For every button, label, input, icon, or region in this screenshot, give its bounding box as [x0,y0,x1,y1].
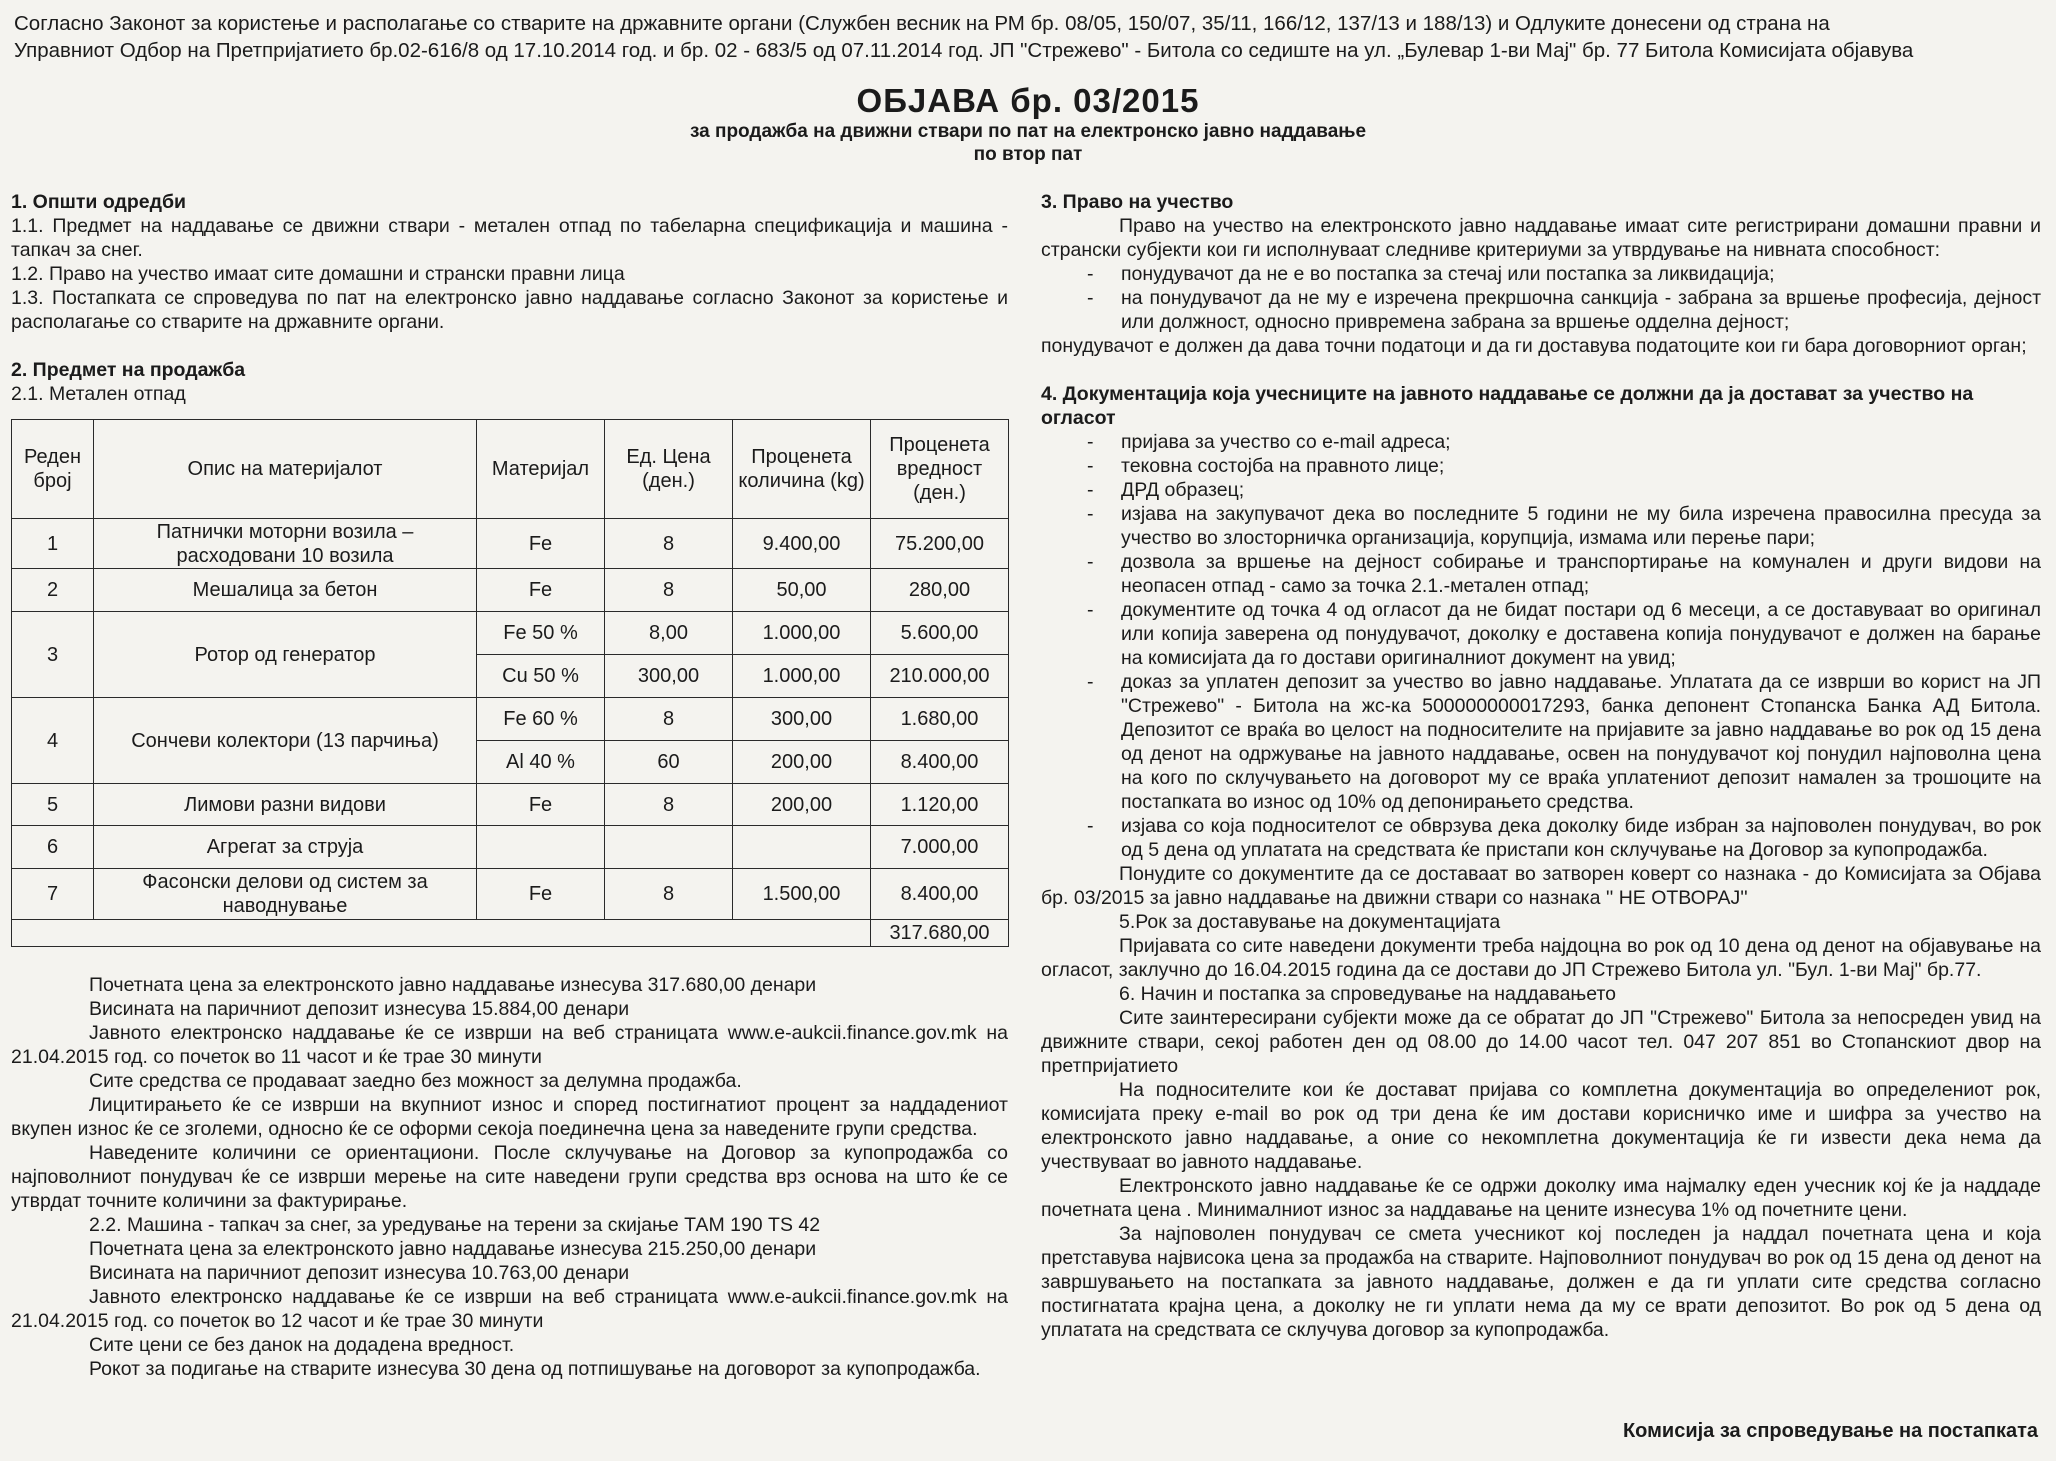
cell-value: 8.400,00 [871,741,1009,784]
cell-material [477,826,605,869]
cell-material: Fe [477,569,605,612]
cell-quantity: 200,00 [733,741,871,784]
left-column [11,190,1008,1381]
list-item: - изјава на закупувачот дека во последните 5 години не му била изречена правосилна пресуда за учество во злосторничка организација, корупција, измама или перење пари; [1041,502,2041,550]
section-3-heading: 3. Право на учество [1041,191,1234,213]
section-4-heading: 4. Документација која учесниците на јавното наддавање се должни да ја достават за учество на огласот [1041,383,1974,429]
section-2-1: 2.1. Метален отпад [11,383,186,405]
cell-value: 210.000,00 [871,655,1009,698]
page-title: ОБЈАВА бр. 03/2015 [856,82,1200,119]
cell-quantity: 1.000,00 [733,612,871,655]
list-item: - изјава со која подносителот се обврзува дека доколку биде избран за најповолен понудувач, во рок од 5 дена од уплатата на средствата ќе пристапи кон склучување на Договор за купопродажба. [1041,814,2041,862]
after-p11: Сите цени се без данок на додадена вредност. [89,1334,515,1356]
after-p6: Наведените количини се ориентациони. После склучување на Договор за купопродажба со најповолниот понудувач ќе се изврши мерење на сите наведени групи средства врз основа на што ќе се утврдат точните количини за фактурирање. [11,1142,1008,1212]
section-6-p3: Електронското јавно наддавање ќе се одржи доколку има најмалку еден учесник кој ќе ја наддаде почетната цена . Минималниот износ за наддавање на цените изнесува 1% од почетните цени. [1041,1175,2041,1221]
table-row [12,784,1009,826]
cell-price: 8,00 [605,612,733,655]
cell-value: 1.120,00 [871,784,1009,826]
cell-number: 1 [12,519,94,569]
after-p9: Висината на паричниот депозит изнесува 10.763,00 денари [89,1262,630,1284]
section-4-list [1041,430,2041,862]
cell-value: 5.600,00 [871,612,1009,655]
cell-number: 4 [12,698,94,784]
commission-signature: Комисија за спроведување на постапката [1622,1420,2038,1442]
after-p2: Висината на паричниот депозит изнесува 15.884,00 денари [89,998,630,1020]
after-p4: Сите средства се продаваат заедно без можност за делумна продажба. [89,1070,742,1092]
list-item: - ДРД образец; [1041,478,2041,502]
table-total-row [12,920,1009,947]
cell-material: Fe 50 % [477,612,605,655]
cell-description: Лимови разни видови [94,784,477,826]
subtitle-second: по втор пат [973,144,1083,165]
after-p10: Јавното електронско наддавање ќе се изврши на веб страницата www.e-aukcii.finance.gov.mk на 21.04.2015 год. со почеток во 12 часот и ќе трае 30 минути [11,1286,1008,1332]
cell-description: Патнички моторни возила – расходовани 10 возила [94,519,477,569]
cell-material: Fe 60 % [477,698,605,741]
after-p3: Јавното електронско наддавање ќе се изврши на веб страницата www.e-aukcii.finance.gov.mk на 21.04.2015 год. со почеток во 11 часот и ќе трае 30 минути [11,1022,1008,1068]
section-6-p1: Сите заинтересирани субјекти може да се обратат до ЈП "Стрежево" Битола за непосреден увид на движните ствари, секој работен ден од 08.00 до 14.00 часот тел. 047 207 851 во Стопанскиот двор на претпријатието [1041,1007,2041,1077]
table-header-row [12,420,1009,519]
section-5-p1: Пријавата со сите наведени документи треба најдоцна во рок од 10 дена од денот на објавување на огласот, заклучно до 16.04.2015 година да се достави до ЈП Стрежево Битола ул. "Бул. 1-ви Мај" бр.77. [1041,935,2041,981]
list-item: - пријава за учество со e-mail адреса; [1041,430,2041,454]
cell-material: Fe [477,519,605,569]
intro-paragraph [14,10,2042,64]
cell-material: Fe [477,869,605,920]
cell-quantity: 1.000,00 [733,655,871,698]
cell-number: 7 [12,869,94,920]
cell-quantity: 9.400,00 [733,519,871,569]
cell-material: Al 40 % [477,741,605,784]
table-row [12,519,1009,569]
after-p5: Лицитирањето ќе се изврши на вкупниот износ и според постигнатиот процент за наддадениот вкупен износ ќе се зголеми, односно ќе се оформи секоја поединечна цена за наведените групи средства. [11,1094,1008,1140]
cell-price: 8 [605,519,733,569]
list-item: - тековна состојба на правното лице; [1041,454,2041,478]
list-item: - на понудувачот да не му е изречена прекршочна санкција - забрана за вршење професија, дејност или должност, односно привремена забрана за вршење одделна дејност; [1041,286,2041,334]
section-1-2: 1.2. Право на учество имаат сите домашни и странски правни лица [11,263,625,285]
section-3-list [1041,262,2041,334]
cell-value: 75.200,00 [871,519,1009,569]
cell-number: 5 [12,784,94,826]
cell-number: 2 [12,569,94,612]
list-item: - доказ за уплатен депозит за учество во јавно наддавање. Уплатата да се изврши во корист на ЈП "Стрежево" - Битола на жс-ка 500000000017293, банка депонент Стопанска Банка АД Битола. Депозитот се враќа во целост на подносителите на пријавите за јавно наддавање во рок од 15 дена од денот на одржување на јавното наддавање, освен на понудувачот кој понудил најповолна цена на кого по склучувањето на договорот му се враќа уплатениот депозит намален за трошоците на постапката во износ од 10% од депонирањето средства. [1041,670,2041,814]
cell-material: Fe [477,784,605,826]
section-6-p4: За најповолен понудувач се смета учесникот кој последен ја наддал почетната цена и која претставува највисока цена за продажба на стварите. Најповолниот понудувач во рок од 15 дена од денот на завршувањето на постапката за јавното наддавање, должен е да ги уплати сите средства согласно постигнатата крајна цена, а доколку не ги уплати нема да му се врати депозитот. Во рок од 5 дена од уплатата на средствата се склучува договор за купопродажба. [1041,1223,2041,1341]
list-item: - документите од точка 4 од огласот да не бидат постари од 6 месеци, а се доставуваат во оригинал или копија заверена од понудувачот, доколку е доставена копија понудувачот е должен на барање на комисијата да го достави оригиналниот документ на увид; [1041,598,2041,670]
intro-line-1: Согласно Законот за користење и располагање со стварите на државните органи (Службен весник на РМ бр. 08/05, 150/07, 35/11, 166/12, 137/13 и 188/13) и Одлуките донесени од страна на [14,12,1830,35]
specification-table [11,419,1009,947]
section-5-heading: 5.Рок за доставување на документацијата [1119,911,1501,933]
after-p7: 2.2. Машина - тапкач за снег, за уредување на терени за скијање ТАМ 190 TS 42 [89,1214,821,1236]
cell-description: Фасонски делови од систем за наводнување [94,869,477,920]
section-1-1: 1.1. Предмет на наддавање се движни ствари - метален отпад по табеларна спецификација и машина - тапкач за снег. [11,215,1008,261]
section-1-heading: 1. Општи одредби [11,191,187,213]
list-item: - понудувачот да не е во постапка за стечај или постапка за ликвидација; [1041,262,2041,286]
cell-material: Cu 50 % [477,655,605,698]
cell-price: 8 [605,784,733,826]
cell-price: 8 [605,569,733,612]
cell-price [605,826,733,869]
cell-quantity [733,826,871,869]
after-p1: Почетната цена за електронското јавно наддавање изнесува 317.680,00 денари [89,974,817,996]
cell-quantity: 200,00 [733,784,871,826]
table-row [12,569,1009,612]
cell-number: 3 [12,612,94,698]
list-item: - дозвола за вршење на дејност собирање и транспортирање на комунален и други видови на неопасен отпад - само за точка 2.1.-метален отпад; [1041,550,2041,598]
intro-line-2: Управниот Одбор на Претпријатието бр.02-616/8 од 17.10.2014 год. и бр. 02 - 683/5 од 07.11.2014 год. ЈП "Стрежево" - Битола со седиште на ул. „Булевар 1-ви Мај" бр. 77 Битола Комисијата објавува [14,39,1914,62]
table-row [12,826,1009,869]
col-header-value: Проценета вредност (ден.) [871,420,1009,519]
cell-number: 6 [12,826,94,869]
cell-description: Сончеви колектори (13 парчиња) [94,698,477,784]
cell-price: 8 [605,869,733,920]
section-6-p2: На подносителите кои ќе достават пријава со комплетна документација во определениот рок, комисијата преку e-mail во рок од три дена ќе им достави корисничко име и шифра за учество на електронското јавно наддавање, а оние со некомплетна документација ќе ги извести дека нема да учествуваат во јавното наддавање. [1041,1079,2041,1173]
title-block [0,82,2056,166]
section-2-heading: 2. Предмет на продажба [11,359,246,381]
cell-value: 7.000,00 [871,826,1009,869]
cell-value: 280,00 [871,569,1009,612]
cell-description: Агрегат за струја [94,826,477,869]
cell-price: 60 [605,741,733,784]
col-header-description: Опис на материјалот [94,420,477,519]
cell-description: Мешалица за бетон [94,569,477,612]
cell-value: 8.400,00 [871,869,1009,920]
after-p8: Почетната цена за електронското јавно наддавање изнесува 215.250,00 денари [89,1238,817,1260]
table-row [12,698,1009,741]
section-6-heading: 6. Начин и постапка за спроведување на наддавањето [1119,983,1617,1005]
col-header-unit-price: Ед. Цена (ден.) [605,420,733,519]
cell-total: 317.680,00 [871,920,1009,947]
cell-price: 8 [605,698,733,741]
cell-quantity: 1.500,00 [733,869,871,920]
section-4-p1: Понудите со документите да се доставаат во затворен коверт со назнака - до Комисијата за Објава бр. 03/2015 за јавно наддавање на движни ствари со назнака '' НЕ ОТВОРАЈ'' [1041,863,2041,909]
col-header-quantity: Проценета количина (kg) [733,420,871,519]
col-header-number: Реден број [12,420,94,519]
table-row [12,612,1009,655]
subtitle: за продажба на движни ствари по пат на електронско јавно наддавање [689,121,1367,142]
cell-description: Ротор од генератор [94,612,477,698]
after-p12: Рокот за подигање на стварите изнесува 30 дена од потпишување на договорот за купопродажба. [89,1358,981,1380]
cell-quantity: 50,00 [733,569,871,612]
right-column [1041,190,2041,1342]
col-header-material: Материјал [477,420,605,519]
table-row [12,869,1009,920]
cell-quantity: 300,00 [733,698,871,741]
section-1-3: 1.3. Постапката се спроведува по пат на електронско јавно наддавање согласно Законот за користење и располагање со стварите на државните органи. [11,287,1008,333]
cell-value: 1.680,00 [871,698,1009,741]
section-3-p1: Право на учество на електронското јавно наддавање имаат сите регистрирани домашни правни и странски субјекти кои ги исполнуваат следниве критериуми за утврдување на нивната способност: [1041,215,2041,261]
cell-price: 300,00 [605,655,733,698]
section-3-p2: понудувачот е должен да дава точни податоци и да ги доставува податоците кои ги бара договорниот орган; [1041,335,2027,357]
